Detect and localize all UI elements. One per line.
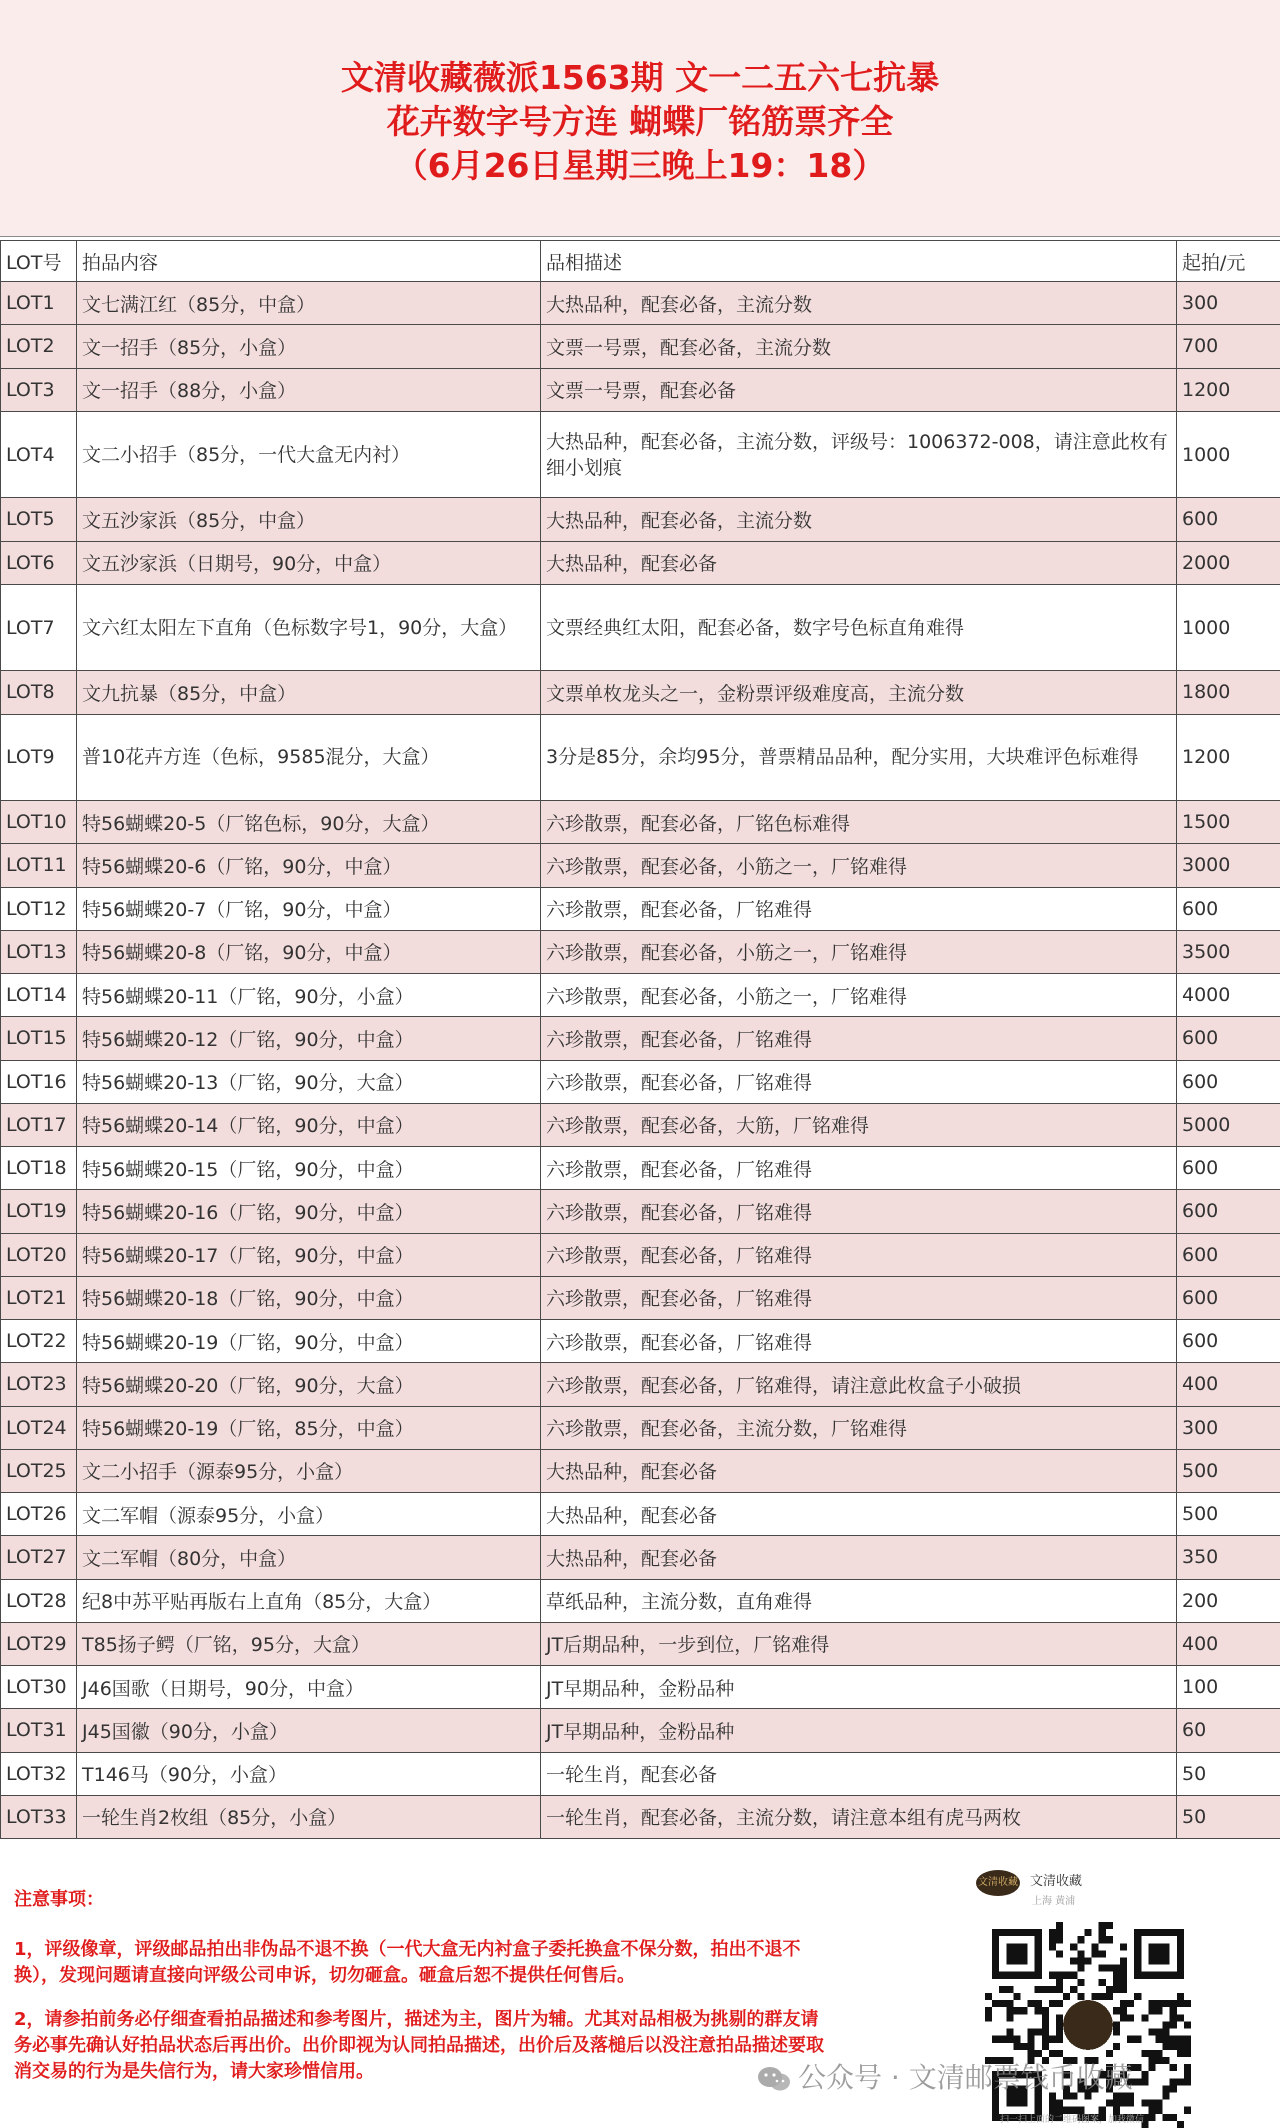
cell-desc: 文票单枚龙头之一，金粉票评级难度高，主流分数 xyxy=(541,671,1177,714)
cell-lot: LOT16 xyxy=(1,1060,77,1103)
table-row xyxy=(1,714,1280,801)
cell-item: 文九抗暴（85分，中盒） xyxy=(77,671,541,714)
cell-lot: LOT24 xyxy=(1,1406,77,1449)
cell-item: 文二军帽（80分，中盒） xyxy=(77,1536,541,1579)
qr-code-icon xyxy=(985,1922,1191,2128)
cell-desc: 六珍散票，配套必备，厂铭难得 xyxy=(541,1060,1177,1103)
cell-lot: LOT8 xyxy=(1,671,77,714)
cell-lot: LOT10 xyxy=(1,801,77,844)
cell-item: 特56蝴蝶20-6（厂铭，90分，中盒） xyxy=(77,844,541,887)
cell-price: 300 xyxy=(1177,282,1280,325)
cell-price: 1800 xyxy=(1177,671,1280,714)
table-row xyxy=(1,974,1280,1017)
cell-price: 200 xyxy=(1177,1579,1280,1622)
cell-item: 文二军帽（源泰95分，小盒） xyxy=(77,1493,541,1536)
table-row xyxy=(1,1276,1280,1319)
cell-lot: LOT23 xyxy=(1,1363,77,1406)
table-row xyxy=(1,1406,1280,1449)
cell-price: 60 xyxy=(1177,1709,1280,1752)
cell-price: 500 xyxy=(1177,1449,1280,1492)
table-row xyxy=(1,1363,1280,1406)
cell-lot: LOT7 xyxy=(1,584,77,671)
cell-item: 文二小招手（源泰95分，小盒） xyxy=(77,1449,541,1492)
cell-item: 特56蝴蝶20-12（厂铭，90分，中盒） xyxy=(77,1017,541,1060)
cell-item: 特56蝴蝶20-18（厂铭，90分，中盒） xyxy=(77,1276,541,1319)
cell-price: 300 xyxy=(1177,1406,1280,1449)
cell-item: 特56蝴蝶20-14（厂铭，90分，中盒） xyxy=(77,1103,541,1146)
title-line-2: 花卉数字号方连 蝴蝶厂铭筋票齐全 xyxy=(0,100,1280,144)
table-row xyxy=(1,671,1280,714)
cell-price: 1000 xyxy=(1177,411,1280,498)
cell-item: 文一招手（88分，小盒） xyxy=(77,368,541,411)
cell-item: 特56蝴蝶20-5（厂铭色标，90分，大盒） xyxy=(77,801,541,844)
cell-lot: LOT26 xyxy=(1,1493,77,1536)
table-row xyxy=(1,1795,1280,1838)
cell-item: J45国徽（90分，小盒） xyxy=(77,1709,541,1752)
cell-lot: LOT28 xyxy=(1,1579,77,1622)
cell-item: 文二小招手（85分，一代大盒无内衬） xyxy=(77,411,541,498)
cell-item: 纪8中苏平贴再版右上直角（85分，大盒） xyxy=(77,1579,541,1622)
cell-item: 一轮生肖2枚组（85分，小盒） xyxy=(77,1795,541,1838)
cell-lot: LOT22 xyxy=(1,1320,77,1363)
cell-price: 100 xyxy=(1177,1666,1280,1709)
table-row xyxy=(1,1579,1280,1622)
cell-lot: LOT17 xyxy=(1,1103,77,1146)
cell-desc: 大热品种，配套必备 xyxy=(541,1493,1177,1536)
table-row xyxy=(1,1103,1280,1146)
cell-price: 5000 xyxy=(1177,1103,1280,1146)
cell-desc: 六珍散票，配套必备，小筋之一，厂铭难得 xyxy=(541,974,1177,1017)
brand-name: 文清收藏 xyxy=(1030,1870,1082,1889)
cell-lot: LOT33 xyxy=(1,1795,77,1838)
col-header-desc: 品相描述 xyxy=(541,241,1177,282)
cell-desc: 一轮生肖，配套必备，主流分数，请注意本组有虎马两枚 xyxy=(541,1795,1177,1838)
cell-lot: LOT14 xyxy=(1,974,77,1017)
col-header-price: 起拍/元 xyxy=(1177,241,1280,282)
watermark-text: 公众号 · 文清邮票钱币收藏 xyxy=(798,2061,1133,2094)
note-2: 2，请参拍前务必仔细查看拍品描述和参考图片，描述为主，图片为辅。尤其对品相极为挑剔的群友请务必事先确认好拍品状态后再出价。出价即视为认同拍品描述，出价后及落槌后以没注意拍品描述要取消交易的行为是失信行为，请大家珍惜信用。 xyxy=(14,2007,834,2085)
table-row xyxy=(1,541,1280,584)
table-row xyxy=(1,411,1280,498)
title-line-3: （6月26日星期三晚上19：18） xyxy=(0,144,1280,188)
table-row xyxy=(1,1666,1280,1709)
cell-desc: 一轮生肖，配套必备 xyxy=(541,1752,1177,1795)
table-row xyxy=(1,368,1280,411)
cell-price: 1200 xyxy=(1177,368,1280,411)
table-row xyxy=(1,1190,1280,1233)
cell-lot: LOT12 xyxy=(1,887,77,930)
cell-lot: LOT4 xyxy=(1,411,77,498)
cell-price: 600 xyxy=(1177,1017,1280,1060)
cell-desc: 六珍散票，配套必备，厂铭色标难得 xyxy=(541,801,1177,844)
notes-section xyxy=(14,1885,834,2103)
table-row xyxy=(1,1233,1280,1276)
cell-desc: 大热品种，配套必备，主流分数 xyxy=(541,498,1177,541)
cell-lot: LOT6 xyxy=(1,541,77,584)
cell-item: 特56蝴蝶20-20（厂铭，90分，大盒） xyxy=(77,1363,541,1406)
cell-lot: LOT20 xyxy=(1,1233,77,1276)
table-row xyxy=(1,1536,1280,1579)
table-row xyxy=(1,1320,1280,1363)
col-header-lot: LOT号 xyxy=(1,241,77,282)
cell-lot: LOT18 xyxy=(1,1147,77,1190)
cell-desc: 六珍散票，配套必备，小筋之一，厂铭难得 xyxy=(541,930,1177,973)
cell-price: 1200 xyxy=(1177,714,1280,801)
notes-title: 注意事项： xyxy=(14,1885,834,1911)
cell-desc: 六珍散票，配套必备，厂铭难得 xyxy=(541,1190,1177,1233)
cell-item: 文五沙家浜（85分，中盒） xyxy=(77,498,541,541)
cell-price: 600 xyxy=(1177,1233,1280,1276)
cell-price: 600 xyxy=(1177,887,1280,930)
cell-desc: JT后期品种，一步到位，厂铭难得 xyxy=(541,1622,1177,1665)
cell-lot: LOT32 xyxy=(1,1752,77,1795)
cell-item: 特56蝴蝶20-16（厂铭，90分，中盒） xyxy=(77,1190,541,1233)
cell-desc: 大热品种，配套必备，主流分数 xyxy=(541,282,1177,325)
cell-price: 2000 xyxy=(1177,541,1280,584)
cell-price: 600 xyxy=(1177,1276,1280,1319)
cell-lot: LOT30 xyxy=(1,1666,77,1709)
cell-item: 文五沙家浜（日期号，90分，中盒） xyxy=(77,541,541,584)
cell-desc: 文票一号票，配套必备，主流分数 xyxy=(541,325,1177,368)
cell-desc: 3分是85分，余均95分，普票精品品种，配分实用，大块难评色标难得 xyxy=(541,714,1177,801)
cell-lot: LOT15 xyxy=(1,1017,77,1060)
cell-lot: LOT2 xyxy=(1,325,77,368)
cell-desc: 六珍散票，配套必备，大筋，厂铭难得 xyxy=(541,1103,1177,1146)
cell-desc: 大热品种，配套必备 xyxy=(541,541,1177,584)
note-1: 1，评级像章，评级邮品拍出非伪品不退不换（一代大盒无内衬盒子委托换盒不保分数，拍出不退不换），发现问题请直接向评级公司申诉，切勿砸盒。砸盒后恕不提供任何售后。 xyxy=(14,1937,834,1989)
cell-price: 600 xyxy=(1177,1190,1280,1233)
cell-desc: 文票一号票，配套必备 xyxy=(541,368,1177,411)
cell-item: 普10花卉方连（色标，9585混分，大盒） xyxy=(77,714,541,801)
cell-item: T146马（90分，小盒） xyxy=(77,1752,541,1795)
table-row xyxy=(1,930,1280,973)
cell-lot: LOT29 xyxy=(1,1622,77,1665)
cell-price: 600 xyxy=(1177,1147,1280,1190)
table-row xyxy=(1,325,1280,368)
brand-logo: 文清收藏 xyxy=(976,1870,1020,1896)
cell-item: 文一招手（85分，小盒） xyxy=(77,325,541,368)
cell-price: 350 xyxy=(1177,1536,1280,1579)
table-row xyxy=(1,1017,1280,1060)
table-row xyxy=(1,844,1280,887)
col-header-item: 拍品内容 xyxy=(77,241,541,282)
qr-caption: 扫一扫上面的二维码图案，加我微信 xyxy=(1000,2112,1144,2125)
title-line-1: 文清收藏薇派1563期 文一二五六七抗暴 xyxy=(0,56,1280,100)
cell-price: 600 xyxy=(1177,498,1280,541)
cell-desc: 六珍散票，配套必备，小筋之一，厂铭难得 xyxy=(541,844,1177,887)
cell-price: 500 xyxy=(1177,1493,1280,1536)
table-row xyxy=(1,887,1280,930)
cell-price: 400 xyxy=(1177,1363,1280,1406)
table-row xyxy=(1,1709,1280,1752)
cell-desc: 文票经典红太阳，配套必备，数字号色标直角难得 xyxy=(541,584,1177,671)
table-row xyxy=(1,1752,1280,1795)
lot-table-body xyxy=(1,282,1280,1839)
cell-desc: 六珍散票，配套必备，主流分数，厂铭难得 xyxy=(541,1406,1177,1449)
cell-price: 700 xyxy=(1177,325,1280,368)
cell-price: 3500 xyxy=(1177,930,1280,973)
cell-lot: LOT3 xyxy=(1,368,77,411)
cell-lot: LOT1 xyxy=(1,282,77,325)
cell-item: 特56蝴蝶20-11（厂铭，90分，小盒） xyxy=(77,974,541,1017)
cell-item: 文六红太阳左下直角（色标数字号1，90分，大盒） xyxy=(77,584,541,671)
cell-item: 特56蝴蝶20-17（厂铭，90分，中盒） xyxy=(77,1233,541,1276)
wechat-icon xyxy=(756,2065,792,2093)
cell-desc: 六珍散票，配套必备，厂铭难得 xyxy=(541,887,1177,930)
table-row xyxy=(1,1147,1280,1190)
cell-item: 特56蝴蝶20-8（厂铭，90分，中盒） xyxy=(77,930,541,973)
cell-lot: LOT5 xyxy=(1,498,77,541)
cell-item: 特56蝴蝶20-7（厂铭，90分，中盒） xyxy=(77,887,541,930)
table-row xyxy=(1,584,1280,671)
table-row xyxy=(1,1493,1280,1536)
watermark xyxy=(756,2056,1133,2096)
cell-lot: LOT19 xyxy=(1,1190,77,1233)
cell-price: 1000 xyxy=(1177,584,1280,671)
cell-price: 1500 xyxy=(1177,801,1280,844)
brand-card xyxy=(976,1870,1176,1920)
cell-desc: 大热品种，配套必备，主流分数，评级号：1006372-008，请注意此枚有细小划痕 xyxy=(541,411,1177,498)
cell-desc: 六珍散票，配套必备，厂铭难得 xyxy=(541,1233,1177,1276)
table-row xyxy=(1,801,1280,844)
cell-price: 600 xyxy=(1177,1060,1280,1103)
cell-item: 特56蝴蝶20-15（厂铭，90分，中盒） xyxy=(77,1147,541,1190)
cell-desc: 六珍散票，配套必备，厂铭难得 xyxy=(541,1320,1177,1363)
cell-item: 文七满江红（85分，中盒） xyxy=(77,282,541,325)
table-row xyxy=(1,1622,1280,1665)
cell-item: T85扬子鳄（厂铭，95分，大盒） xyxy=(77,1622,541,1665)
cell-desc: 六珍散票，配套必备，厂铭难得，请注意此枚盒子小破损 xyxy=(541,1363,1177,1406)
cell-item: 特56蝴蝶20-19（厂铭，85分，中盒） xyxy=(77,1406,541,1449)
table-row xyxy=(1,498,1280,541)
cell-desc: JT早期品种，金粉品种 xyxy=(541,1666,1177,1709)
table-row xyxy=(1,1060,1280,1103)
cell-desc: 大热品种，配套必备 xyxy=(541,1536,1177,1579)
cell-price: 400 xyxy=(1177,1622,1280,1665)
cell-item: 特56蝴蝶20-13（厂铭，90分，大盒） xyxy=(77,1060,541,1103)
cell-lot: LOT27 xyxy=(1,1536,77,1579)
cell-price: 50 xyxy=(1177,1795,1280,1838)
cell-lot: LOT25 xyxy=(1,1449,77,1492)
cell-desc: 六珍散票，配套必备，厂铭难得 xyxy=(541,1276,1177,1319)
brand-location: 上海 黄浦 xyxy=(1032,1892,1075,1907)
cell-price: 4000 xyxy=(1177,974,1280,1017)
table-row xyxy=(1,282,1280,325)
cell-lot: LOT21 xyxy=(1,1276,77,1319)
cell-lot: LOT9 xyxy=(1,714,77,801)
cell-item: J46国歌（日期号，90分，中盒） xyxy=(77,1666,541,1709)
table-header-row xyxy=(1,241,1280,282)
cell-price: 600 xyxy=(1177,1320,1280,1363)
lot-table xyxy=(0,240,1280,1839)
cell-item: 特56蝴蝶20-19（厂铭，90分，中盒） xyxy=(77,1320,541,1363)
cell-price: 50 xyxy=(1177,1752,1280,1795)
page-header xyxy=(0,0,1280,237)
cell-desc: 六珍散票，配套必备，厂铭难得 xyxy=(541,1017,1177,1060)
cell-desc: 草纸品种，主流分数，直角难得 xyxy=(541,1579,1177,1622)
cell-price: 3000 xyxy=(1177,844,1280,887)
table-row xyxy=(1,1449,1280,1492)
cell-lot: LOT13 xyxy=(1,930,77,973)
cell-lot: LOT31 xyxy=(1,1709,77,1752)
cell-desc: 大热品种，配套必备 xyxy=(541,1449,1177,1492)
cell-lot: LOT11 xyxy=(1,844,77,887)
cell-desc: JT早期品种，金粉品种 xyxy=(541,1709,1177,1752)
cell-desc: 六珍散票，配套必备，厂铭难得 xyxy=(541,1147,1177,1190)
